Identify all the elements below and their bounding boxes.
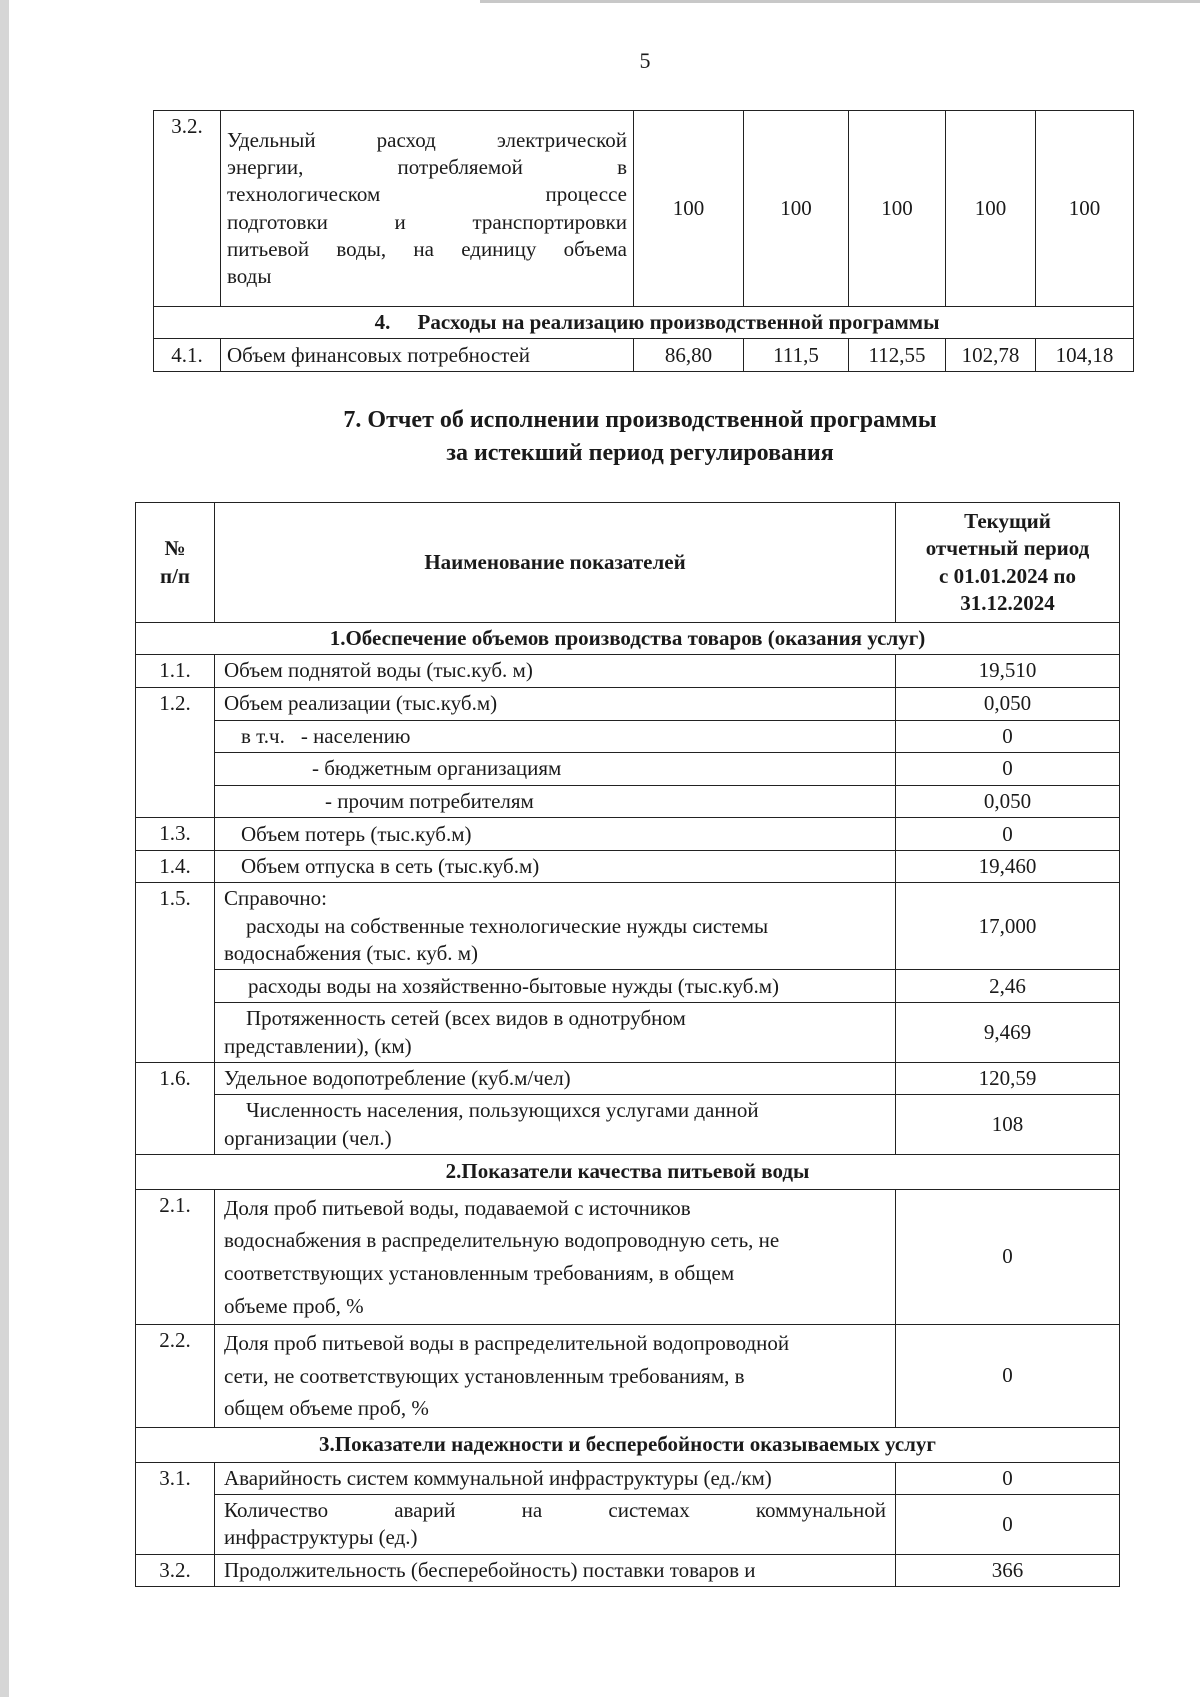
value-cell: 100 <box>634 111 744 307</box>
sub-indicator-label: - населению <box>300 723 411 748</box>
value-cell: 102,78 <box>946 339 1036 372</box>
row-number: 3.1. <box>136 1462 215 1554</box>
row-number: 1.2. <box>136 687 215 818</box>
indicator-name: Объем поднятой воды (тыс.куб. м) <box>215 655 896 687</box>
value-cell: 120,59 <box>896 1062 1120 1094</box>
indicator-name: Объем отпуска в сеть (тыс.куб.м) <box>215 851 896 883</box>
indicator-name: - бюджетным организациям <box>215 752 896 785</box>
header-text: Текущий <box>964 508 1051 533</box>
table-row <box>154 339 1134 372</box>
indicator-name <box>215 1003 896 1063</box>
header-text: № <box>164 536 186 561</box>
indicator-name-line: инфраструктуры (ед.) <box>224 1525 418 1550</box>
indicator-name-line: водоснабжения в распределительную водопроводную сеть, не <box>224 1228 780 1253</box>
indicator-name-line: Протяженность сетей (всех видов в однотрубном <box>246 1006 686 1031</box>
table-row <box>136 851 1120 883</box>
value-cell: 19,460 <box>896 851 1120 883</box>
row-number: 3.2. <box>154 111 221 307</box>
value-cell: 2,46 <box>896 970 1120 1003</box>
indicator-name-line: общем объеме проб, % <box>224 1396 429 1421</box>
indicator-name-line: Доля проб питьевой воды, подаваемой с источников <box>224 1195 691 1220</box>
indicator-name: расходы воды на хозяйственно-бытовые нужды (тыс.куб.м) <box>215 970 896 1003</box>
table-row <box>136 1062 1120 1094</box>
heading-line: за истекший период регулирования <box>446 440 834 466</box>
indicator-name: Аварийность систем коммунальной инфраструктуры (ед./км) <box>215 1462 896 1494</box>
indicator-name <box>215 1325 896 1428</box>
indicator-name-line: Количество аварий на системах коммунальной <box>224 1498 886 1523</box>
indicator-name-line: питьевой воды, на единицу объема <box>227 236 627 261</box>
indicator-name-line: Удельный расход электрической <box>227 127 627 152</box>
row-number: 4.1. <box>154 339 221 372</box>
section-heading-7 <box>0 404 1200 470</box>
row-number: 2.1. <box>136 1189 215 1324</box>
indicator-name-line: сети, не соответствующих установленным требованиям, в <box>224 1363 745 1388</box>
section-row <box>136 623 1120 655</box>
indicator-name <box>215 883 896 970</box>
value-cell: 0 <box>896 1494 1120 1554</box>
value-cell: 366 <box>896 1554 1120 1586</box>
table-row <box>136 785 1120 817</box>
table-row <box>136 720 1120 752</box>
indicator-name-line: энергии, потребляемой в <box>227 154 627 179</box>
section-heading: 3.Показатели надежности и бесперебойности оказываемых услуг <box>136 1427 1120 1462</box>
indicator-name <box>215 1095 896 1155</box>
header-indicator-name: Наименование показателей <box>215 503 896 623</box>
indicator-name <box>221 111 634 307</box>
indicator-name-line: технологическом процессе <box>227 182 627 207</box>
table-row <box>136 1095 1120 1155</box>
value-cell: 0,050 <box>896 687 1120 720</box>
header-text: с 01.01.2024 по <box>939 563 1076 588</box>
indicator-name: Объем финансовых потребностей <box>221 339 634 372</box>
value-cell: 86,80 <box>634 339 744 372</box>
table-row <box>136 1462 1120 1494</box>
value-cell: 100 <box>946 111 1036 307</box>
value-cell: 9,469 <box>896 1003 1120 1063</box>
value-cell: 0 <box>896 1189 1120 1324</box>
indicator-name <box>215 720 896 752</box>
section-title: Расходы на реализацию производственной программы <box>417 310 940 334</box>
table-row <box>136 1494 1120 1554</box>
header-text: 31.12.2024 <box>960 590 1055 615</box>
prefix-label: в т.ч. <box>241 723 285 748</box>
table-row <box>136 752 1120 785</box>
indicator-name-line: Численность населения, пользующихся услугами данной <box>246 1098 759 1123</box>
table-row <box>136 970 1120 1003</box>
header-text: п/п <box>159 563 191 588</box>
header-number <box>136 503 215 623</box>
table-row <box>136 1554 1120 1586</box>
production-program-table-continuation <box>153 110 1134 372</box>
table-row <box>136 687 1120 720</box>
section-number: 4. <box>374 310 391 334</box>
value-cell: 0 <box>896 1462 1120 1494</box>
table-row <box>136 1003 1120 1063</box>
value-cell: 0 <box>896 818 1120 851</box>
indicator-name-line: водоснабжения (тыс. куб. м) <box>224 941 479 966</box>
section-row <box>136 1154 1120 1189</box>
indicator-name-line: подготовки и транспортировки <box>227 209 627 234</box>
row-number: 1.1. <box>136 655 215 687</box>
table-row <box>136 1189 1120 1324</box>
indicator-name: Удельное водопотребление (куб.м/чел) <box>215 1062 896 1094</box>
page-number: 5 <box>639 48 651 73</box>
row-number: 1.6. <box>136 1062 215 1154</box>
scan-top-edge <box>480 0 1200 3</box>
heading-line: 7. Отчет об исполнении производственной программы <box>343 407 937 433</box>
section-heading <box>154 307 1134 339</box>
value-cell: 0 <box>896 1325 1120 1428</box>
value-cell: 111,5 <box>744 339 849 372</box>
indicator-name: Продолжительность (бесперебойность) поставки товаров и <box>215 1554 896 1586</box>
production-program-report-table <box>135 502 1120 1587</box>
section-row <box>154 307 1134 339</box>
indicator-name: - прочим потребителям <box>215 785 896 817</box>
indicator-name <box>215 1494 896 1554</box>
value-cell: 0 <box>896 720 1120 752</box>
row-number: 3.2. <box>136 1554 215 1586</box>
value-cell: 100 <box>744 111 849 307</box>
indicator-name: Объем реализации (тыс.куб.м) <box>215 687 896 720</box>
section-heading: 2.Показатели качества питьевой воды <box>136 1154 1120 1189</box>
indicator-name-line: расходы на собственные технологические нужды системы <box>246 913 769 938</box>
value-cell: 112,55 <box>849 339 946 372</box>
value-cell: 19,510 <box>896 655 1120 687</box>
value-cell: 17,000 <box>896 883 1120 970</box>
value-cell: 104,18 <box>1036 339 1134 372</box>
table-row <box>136 883 1120 970</box>
table-row <box>136 1325 1120 1428</box>
row-number: 1.3. <box>136 818 215 851</box>
value-cell: 100 <box>1036 111 1134 307</box>
table-header-row <box>136 503 1120 623</box>
indicator-name-line: объеме проб, % <box>224 1293 364 1318</box>
value-cell: 108 <box>896 1095 1120 1155</box>
value-cell: 0,050 <box>896 785 1120 817</box>
indicator-name-line: соответствующих установленным требованиям, в общем <box>224 1260 735 1285</box>
indicator-name-line: воды <box>227 264 272 289</box>
row-number: 2.2. <box>136 1325 215 1428</box>
section-row <box>136 1427 1120 1462</box>
row-number: 1.5. <box>136 883 215 1062</box>
indicator-name-line: представлении), (км) <box>224 1033 412 1058</box>
indicator-name <box>215 1189 896 1324</box>
indicator-name-line: организации (чел.) <box>224 1125 392 1150</box>
reference-label: Справочно: <box>224 886 327 911</box>
indicator-name: Объем потерь (тыс.куб.м) <box>215 818 896 851</box>
indicator-name-line: Доля проб питьевой воды в распределительной водопроводной <box>224 1331 790 1356</box>
section-heading: 1.Обеспечение объемов производства товаров (оказания услуг) <box>136 623 1120 655</box>
table-row <box>136 818 1120 851</box>
header-text: отчетный период <box>925 536 1090 561</box>
row-number: 1.4. <box>136 851 215 883</box>
header-period <box>896 503 1120 623</box>
value-cell: 100 <box>849 111 946 307</box>
value-cell: 0 <box>896 752 1120 785</box>
scan-left-edge <box>0 0 9 1697</box>
table-row <box>136 655 1120 687</box>
table-row <box>154 111 1134 307</box>
